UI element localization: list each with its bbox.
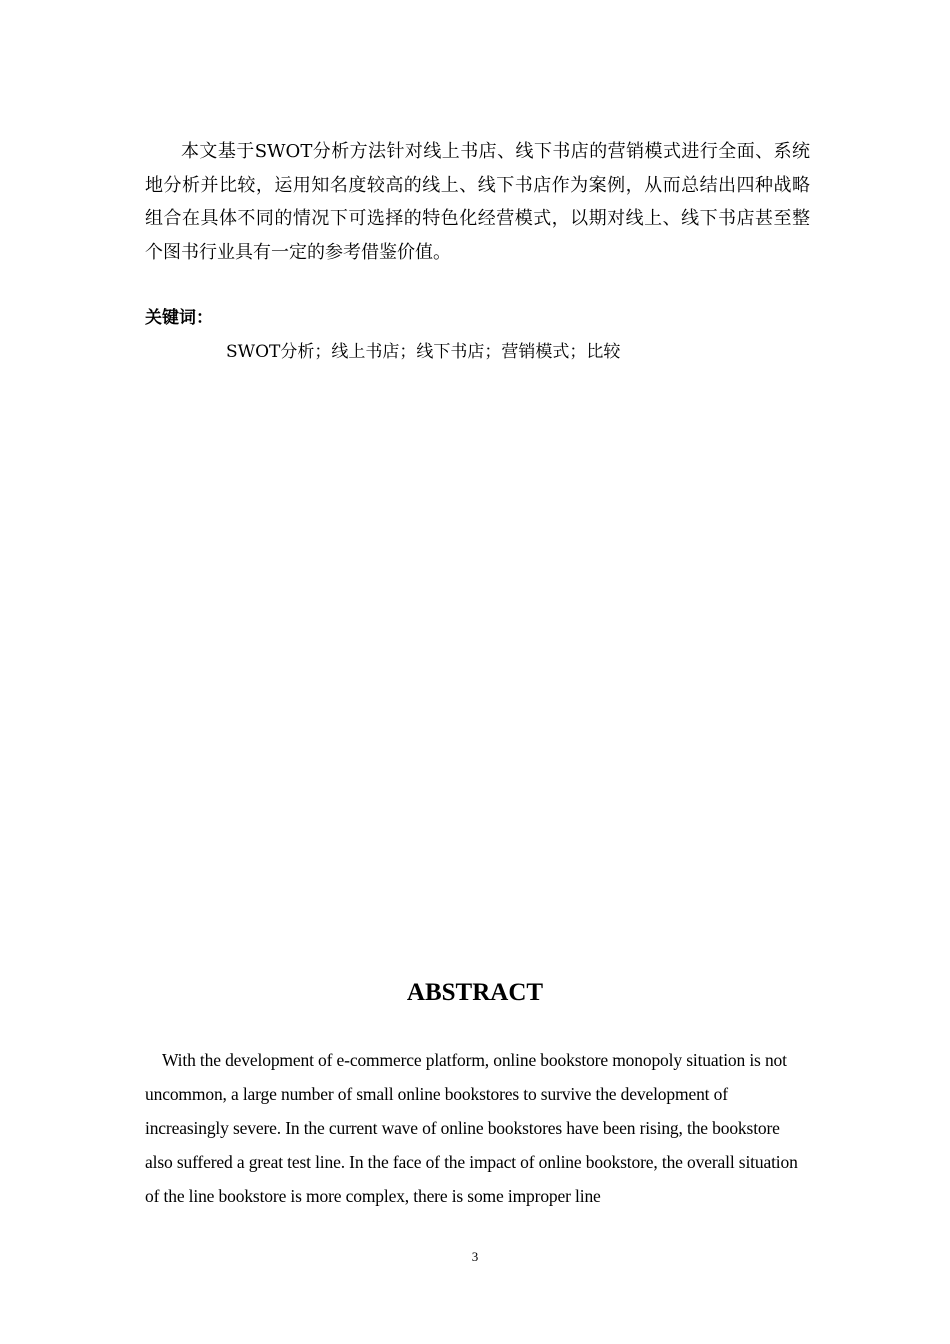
keywords-label: 关键词： [145,308,213,328]
english-abstract-paragraph: With the development of e-commerce platform, online bookstore monopoly situation is not uncommon, a large number of small online bookstores to survive the development of increasingly severe. In the current wave of online bookstores have been rising, the bookstore also suffered a great test line. In the face of the impact of online bookstore, the overall situation of the line bookstore is more complex, there is some improper line [145,1050,798,1206]
abstract-title: ABSTRACT [406,979,544,1006]
keywords-list: SWOT分析；线上书店；线下书店；营销模式；比较 [226,342,621,362]
chinese-abstract-paragraph: 本文基于SWOT分析方法针对线上书店、线下书店的营销模式进行全面、系统地分析并比较，运用知名度较高的线上、线下书店作为案例，从而总结出四种战略组合在具体不同的情况下可选择的特色化经营模式，以期对线上、线下书店甚至整个图书行业具有一定的参考借鉴价值。 [145,141,810,263]
page-number: 3 [471,1249,479,1264]
